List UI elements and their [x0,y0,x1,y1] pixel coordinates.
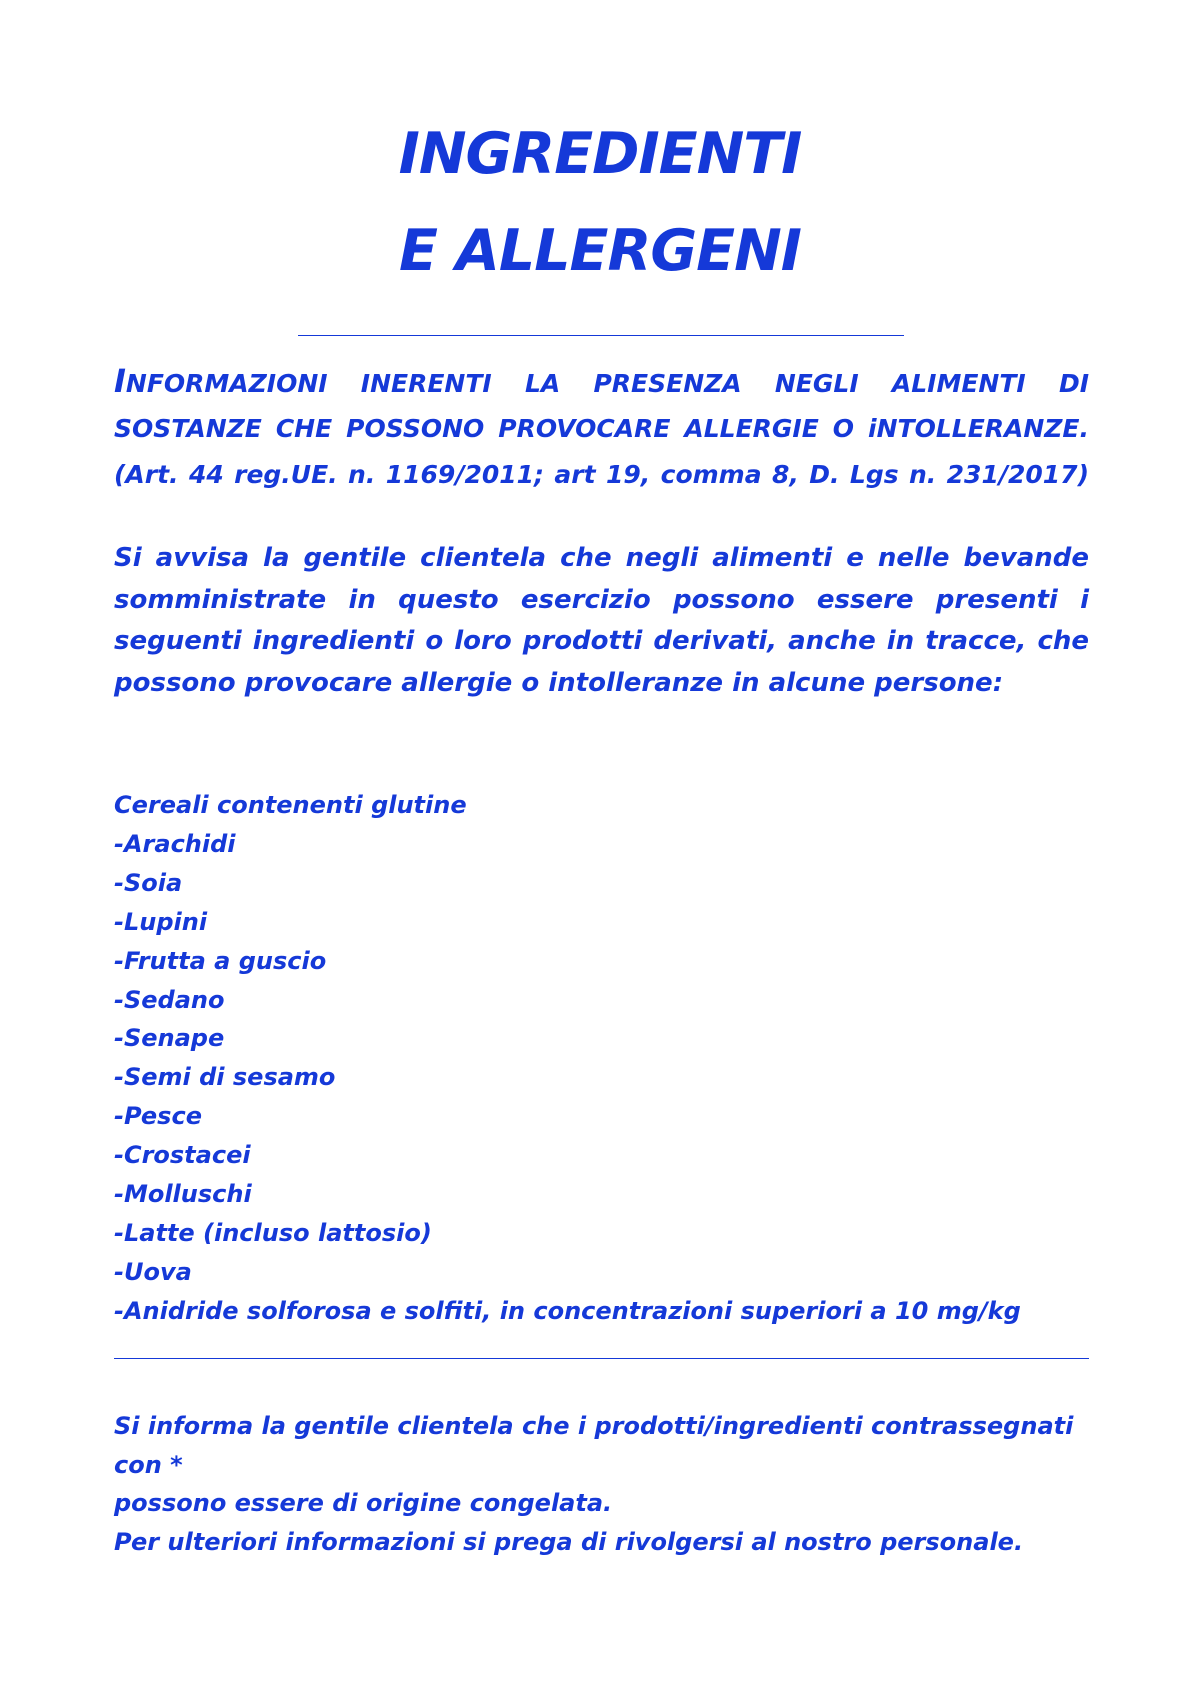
regulation-reference: (Art. 44 reg.UE. n. 1169/2011; art 19, comma 8, D. Lgs n. 231/2017) [114,460,1089,489]
regulation-heading-line-1 [114,362,1089,400]
customer-notice: Si avvisa la gentile clientela che negli alimenti e nelle bevande somministrate in questo esercizio possono essere presenti i seguenti ingredienti o loro prodotti derivati, anche in tracce, che possono provocare allergie o intolleranze in alcune persone: [114,543,1089,698]
frozen-products-note-line-2: possono essere di origine congelata. [114,1489,613,1517]
frozen-products-note-line-1: Si informa la gentile clientela che i prodotti/ingredienti contrassegnati con * [114,1412,1074,1479]
allergen-item: -Anidride solforosa e solfiti, in concentrazioni superiori a 10 mg/kg [114,1296,1021,1325]
allergen-item: -Soia [114,868,183,897]
allergen-item: -Pesce [114,1102,202,1131]
regulation-heading-line-2: SOSTANZE CHE POSSONO PROVOCARE ALLERGIE O iNTOLLERANZE. [114,414,1089,443]
allergen-item: -Uova [114,1257,192,1286]
allergen-item: -Semi di sesamo [114,1063,336,1092]
allergen-item: -Sedano [114,985,225,1014]
contact-staff-note: Per ulteriori informazioni si prega di rivolgersi al nostro personale. [114,1527,1024,1556]
title-line-1: INGREDIENTI [398,121,802,187]
allergen-item: -Lupini [114,907,208,936]
footer-notes [114,1407,1094,1561]
allergen-item: -Arachidi [114,829,236,858]
allergen-item: -Molluschi [114,1180,252,1209]
allergen-item: -Senape [114,1024,225,1053]
allergen-item: -Frutta a guscio [114,946,327,975]
allergen-item: Cereali contenenti glutine [114,791,467,819]
title-divider [298,335,904,336]
regulation-heading-initial: I [114,362,126,400]
title-line-2: E ALLERGENI [399,218,801,284]
allergen-item: -Latte (incluso lattosio) [114,1218,432,1247]
allergen-item: -Crostacei [114,1141,251,1170]
regulation-heading-line-1-text: NFORMAZIONI INERENTI LA PRESENZA NEGLI ALIMENTI DI [125,369,1089,398]
section-divider [114,1358,1089,1359]
allergen-list [114,786,1094,1331]
